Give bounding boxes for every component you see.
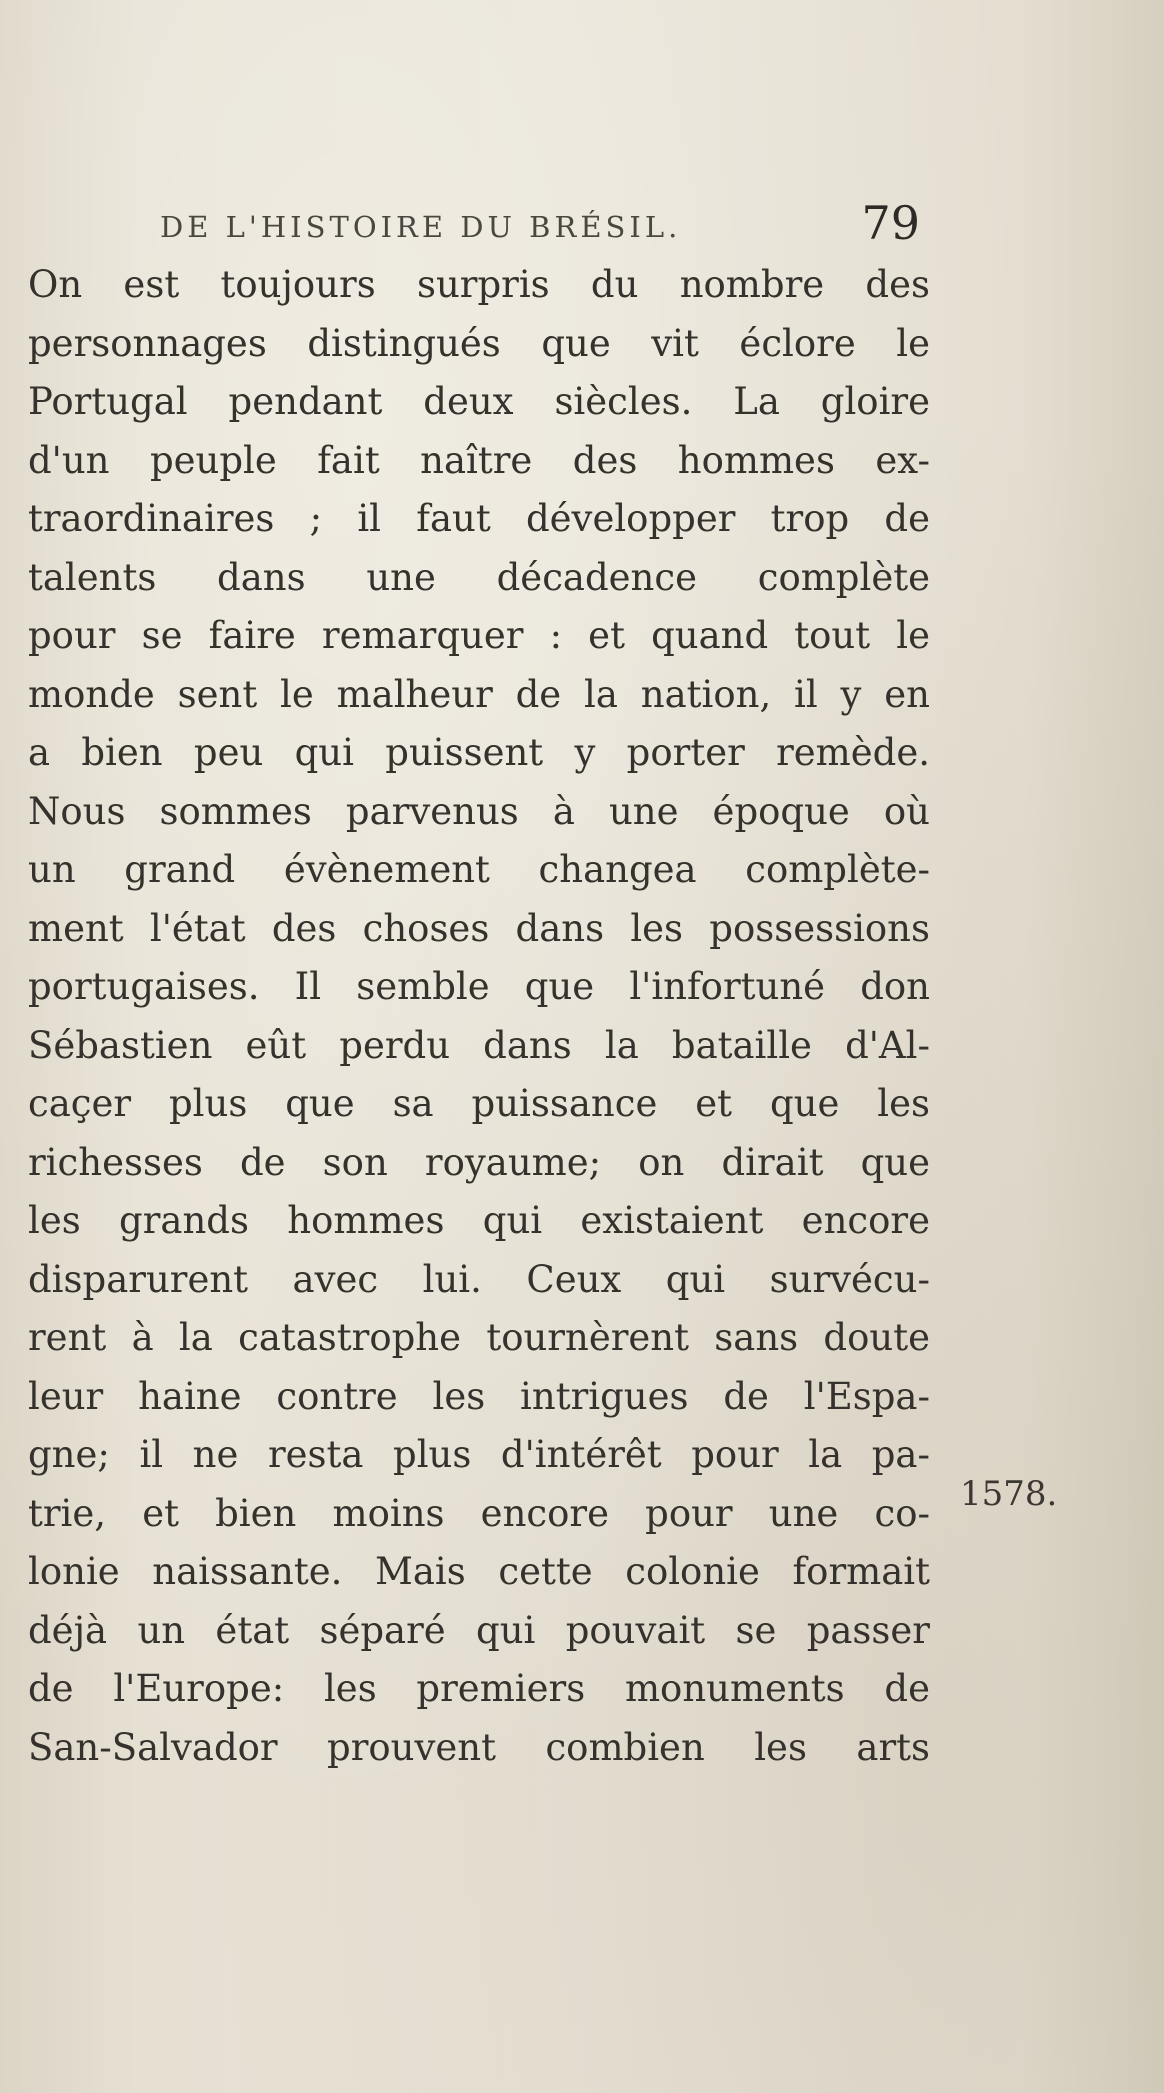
text-line: portugaises. Il semble que l'infortuné don [28, 965, 930, 1008]
text-line: rent à la catastrophe tournèrent sans doute [28, 1316, 930, 1359]
text-line: richesses de son royaume; on dirait que [28, 1140, 930, 1184]
running-head: DE L'HISTOIRE DU BRÉSIL. [160, 210, 682, 244]
text-line: trie, et bien moins encore pour une co- [28, 1491, 930, 1535]
text-line: traordinaires ; il faut développer trop de [28, 497, 930, 540]
text-line: gne; il ne resta plus d'intérêt pour la pa- [28, 1433, 930, 1476]
text-line: un grand évènement changea complète- [28, 848, 930, 891]
text-line: les grands hommes qui existaient encore [28, 1199, 930, 1242]
text-line: leur haine contre les intrigues de l'Espa- [28, 1374, 930, 1418]
text-line: caçer plus que sa puissance et que les [28, 1082, 930, 1125]
text-line: lonie naissante. Mais cette colonie formait [28, 1550, 930, 1593]
text-line: ment l'état des choses dans les possessions [28, 906, 930, 950]
text-line: de l'Europe: les premiers monuments de [28, 1667, 930, 1710]
text-line: On est toujours surpris du nombre des [28, 263, 930, 306]
text-line: Nous sommes parvenus à une époque où [28, 789, 930, 833]
text-line: personnages distingués que vit éclore le [28, 321, 930, 365]
text-line: talents dans une décadence complète [28, 555, 930, 599]
text-line: pour se faire remarquer : et quand tout le [28, 614, 930, 657]
text-line: déjà un état séparé qui pouvait se passer [28, 1608, 930, 1652]
text-line: Sébastien eût perdu dans la bataille d'Al- [28, 1023, 930, 1067]
page-number: 79 [861, 196, 920, 250]
text-line: disparurent avec lui. Ceux qui survécu- [28, 1257, 930, 1301]
text-line: San-Salvador prouvent combien les arts [28, 1725, 930, 1769]
text-line: a bien peu qui puissent y porter remède. [28, 731, 930, 774]
text-line: monde sent le malheur de la nation, il y en [28, 672, 930, 716]
page-header [160, 196, 920, 256]
text-line: Portugal pendant deux siècles. La gloire [28, 380, 930, 423]
text-line: d'un peuple fait naître des hommes ex- [28, 438, 930, 482]
margin-note-year: 1578. [960, 1474, 1058, 1514]
